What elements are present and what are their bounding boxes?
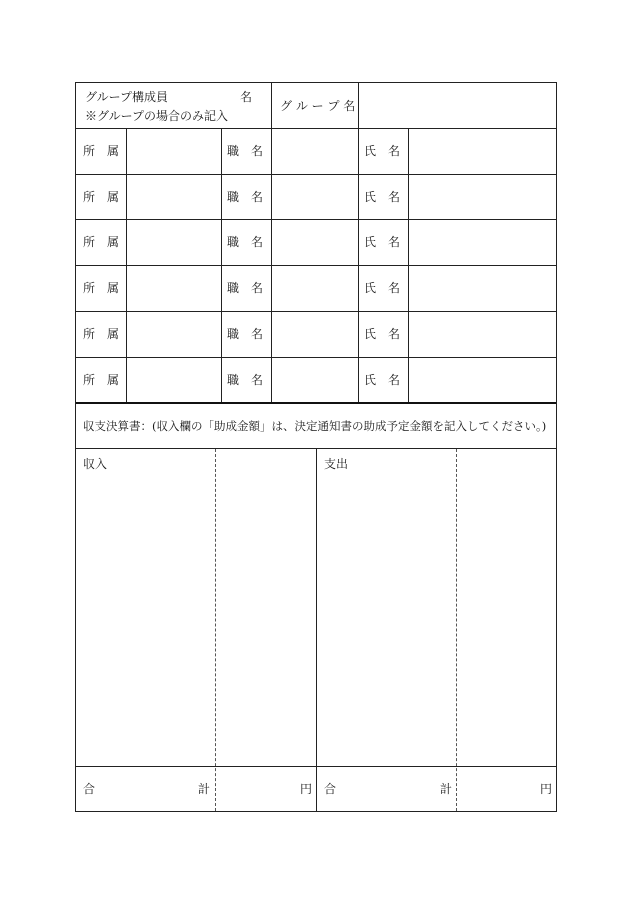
expense-total-yen: 円 (540, 782, 553, 796)
income-items-area[interactable] (76, 449, 215, 766)
group-members-label: グループ構成員 (85, 90, 169, 104)
position-label: 職 名 (227, 281, 264, 296)
name-label: 氏 名 (364, 144, 401, 158)
income-amounts-area[interactable] (216, 449, 316, 766)
income-total-label-left: 合 (83, 782, 96, 796)
name-label: 氏 名 (364, 189, 401, 204)
position-field[interactable] (272, 219, 358, 265)
affiliation-field[interactable] (127, 311, 221, 357)
divider (408, 128, 409, 402)
name-label: 氏 名 (364, 326, 401, 341)
affiliation-label: 所 属 (83, 372, 120, 387)
income-total-label-right: 計 (198, 782, 211, 796)
budget-title: 収支決算書：(収入欄の「助成金額」は、決定通知書の助成予定金額を記入してください。) (83, 419, 547, 433)
application-form (75, 82, 557, 812)
affiliation-label: 所 属 (83, 235, 120, 250)
affiliation-field[interactable] (127, 357, 221, 403)
name-label: 氏 名 (364, 235, 401, 250)
affiliation-label: 所 属 (83, 189, 120, 204)
income-label: 収入 (83, 457, 108, 471)
dashed-divider (456, 449, 457, 811)
name-field[interactable] (409, 311, 556, 357)
group-only-note: ※グループの場合のみ記入 (85, 109, 229, 123)
expense-amounts-area[interactable] (457, 449, 556, 766)
affiliation-field[interactable] (127, 174, 221, 220)
affiliation-label: 所 属 (83, 144, 120, 158)
divider (126, 128, 127, 402)
affiliation-field[interactable] (127, 265, 221, 311)
position-field[interactable] (272, 174, 358, 220)
name-label: 氏 名 (364, 372, 401, 387)
name-field[interactable] (409, 128, 556, 174)
divider (358, 128, 359, 402)
position-field[interactable] (272, 311, 358, 357)
affiliation-field[interactable] (127, 128, 221, 174)
dashed-divider (215, 449, 216, 811)
position-label: 職 名 (227, 372, 264, 387)
expense-total-label-left: 合 (324, 782, 337, 796)
name-field[interactable] (409, 265, 556, 311)
name-field[interactable] (409, 174, 556, 220)
affiliation-label: 所 属 (83, 281, 120, 296)
position-label: 職 名 (227, 189, 264, 204)
position-field[interactable] (272, 265, 358, 311)
divider (316, 449, 317, 811)
group-members-count-suffix: 名 (240, 90, 253, 104)
name-field[interactable] (409, 357, 556, 403)
income-total-yen: 円 (300, 782, 313, 796)
expense-total-field[interactable] (457, 767, 535, 811)
section-divider (76, 402, 556, 404)
position-label: 職 名 (227, 144, 264, 158)
position-field[interactable] (272, 357, 358, 403)
expense-items-area[interactable] (317, 449, 456, 766)
position-label: 職 名 (227, 235, 264, 250)
income-total-field[interactable] (216, 767, 294, 811)
expense-label: 支出 (324, 457, 349, 471)
name-field[interactable] (409, 219, 556, 265)
divider (221, 128, 222, 402)
name-label: 氏 名 (364, 281, 401, 296)
group-name-label: グ ル ー プ 名 (280, 99, 356, 113)
affiliation-label: 所 属 (83, 326, 120, 341)
position-field[interactable] (272, 128, 358, 174)
divider (271, 83, 272, 128)
expense-total-label-right: 計 (440, 782, 453, 796)
position-label: 職 名 (227, 326, 264, 341)
group-name-field[interactable] (359, 83, 556, 128)
divider (271, 128, 272, 402)
affiliation-field[interactable] (127, 219, 221, 265)
